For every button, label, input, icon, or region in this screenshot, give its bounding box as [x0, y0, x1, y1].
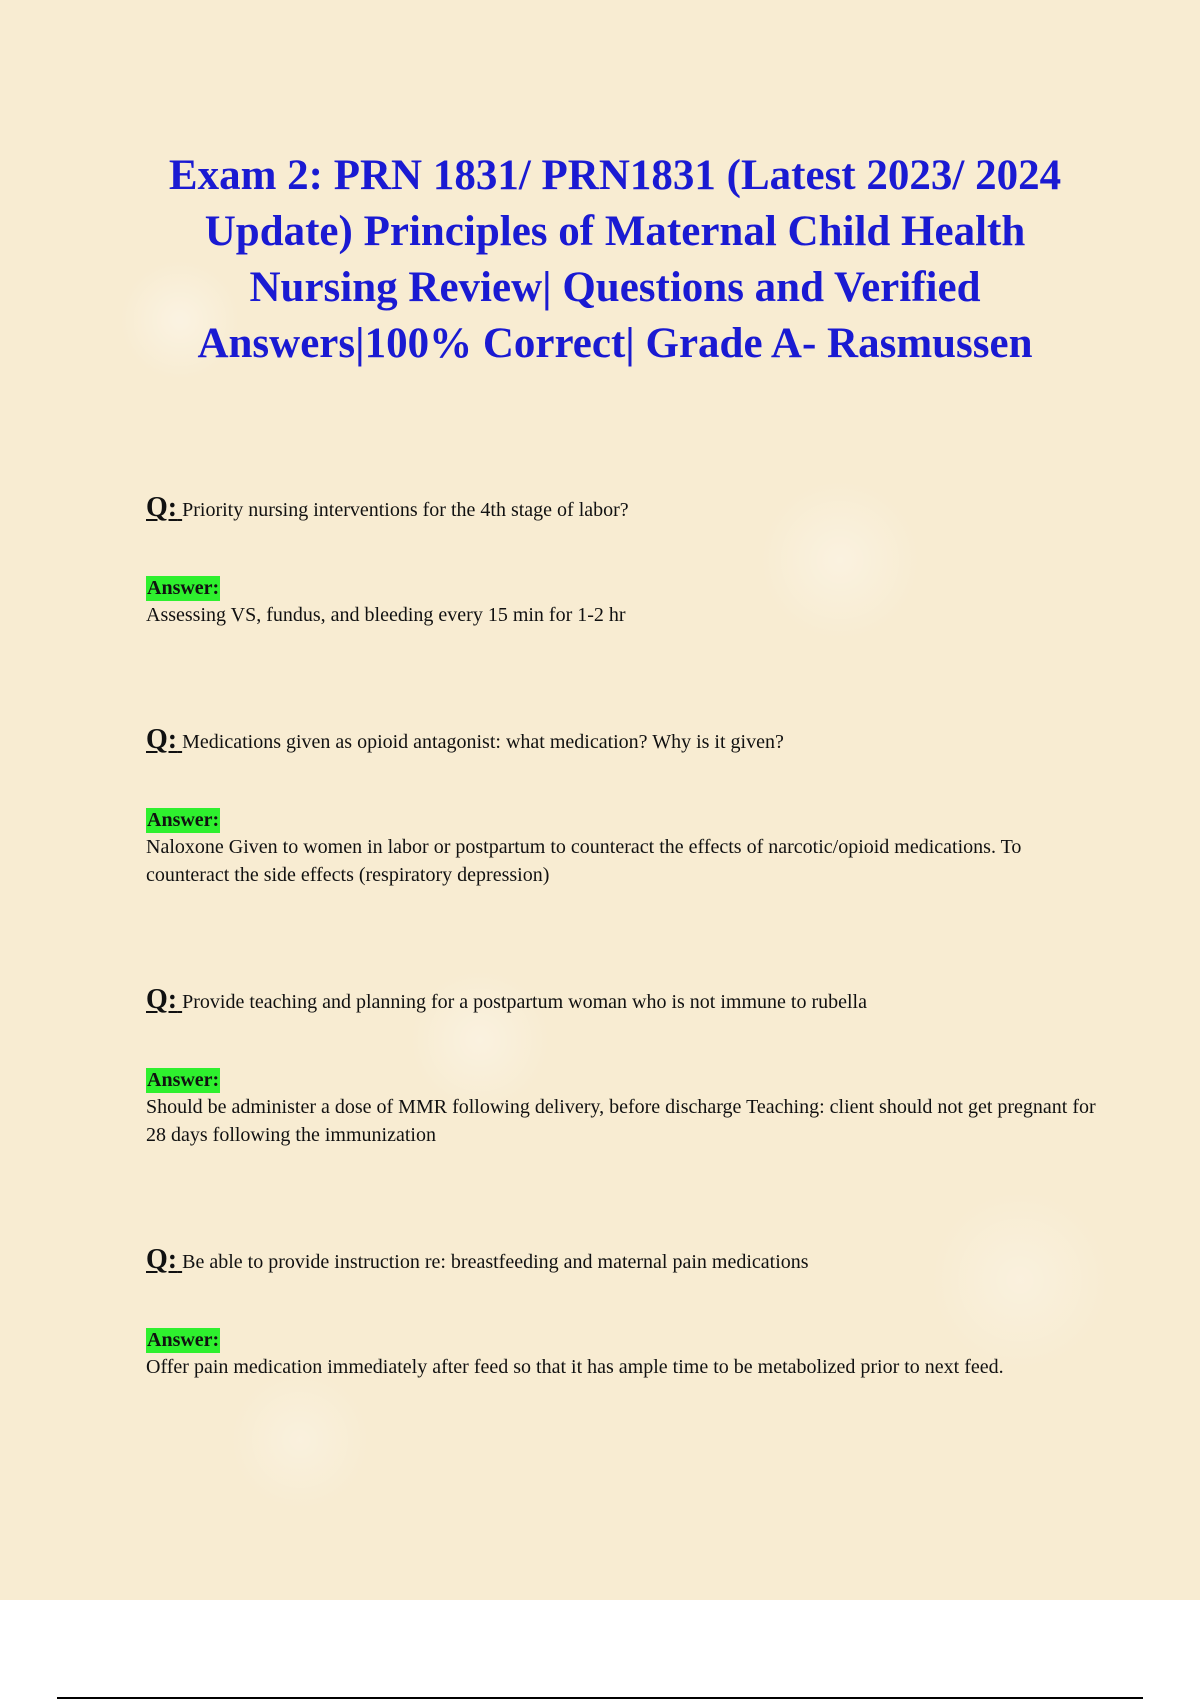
qa-item [146, 494, 1096, 629]
question-line [146, 1246, 1096, 1276]
answer-label: Answer: [147, 809, 220, 831]
qa-item [146, 1246, 1096, 1381]
qa-item [146, 986, 1096, 1149]
answer-label: Answer: [147, 1329, 220, 1351]
question-line [146, 726, 1096, 756]
question-label: Q: [146, 1244, 178, 1275]
answer-text: Assessing VS, fundus, and bleeding every 15 min for 1-2 hr [146, 604, 626, 626]
question-line [146, 494, 1096, 524]
footer-divider [57, 1697, 1143, 1699]
qa-item [146, 726, 1096, 889]
answer-text: Naloxone Given to women in labor or postpartum to counteract the effects of narcotic/opioid medications. To counteract the side effects (respiratory depression) [146, 836, 1022, 886]
answer-text: Offer pain medication immediately after feed so that it has ample time to be metabolized prior to next feed. [146, 1356, 1004, 1378]
answer-text: Should be administer a dose of MMR following delivery, before discharge Teaching: client should not get pregnant for 28 days following the immunization [146, 1096, 1096, 1146]
question-label: Q: [146, 724, 178, 755]
question-label: Q: [146, 984, 178, 1015]
question-line [146, 986, 1096, 1016]
question-label: Q: [146, 492, 178, 523]
question-text: Be able to provide instruction re: breastfeeding and maternal pain medications [182, 1251, 809, 1273]
answer-label: Answer: [147, 577, 220, 599]
answer-label: Answer: [147, 1069, 220, 1091]
question-text: Medications given as opioid antagonist: what medication? Why is it given? [182, 731, 784, 753]
question-text: Priority nursing interventions for the 4th stage of labor? [182, 499, 629, 521]
question-text: Provide teaching and planning for a postpartum woman who is not immune to rubella [182, 991, 867, 1013]
document-title: Exam 2: PRN 1831/ PRN1831 (Latest 2023/ 2024 Update) Principles of Maternal Child Health Nursing Review| Questions and Verified Answers|100% Correct| Grade A- Rasmussen [168, 152, 1062, 367]
